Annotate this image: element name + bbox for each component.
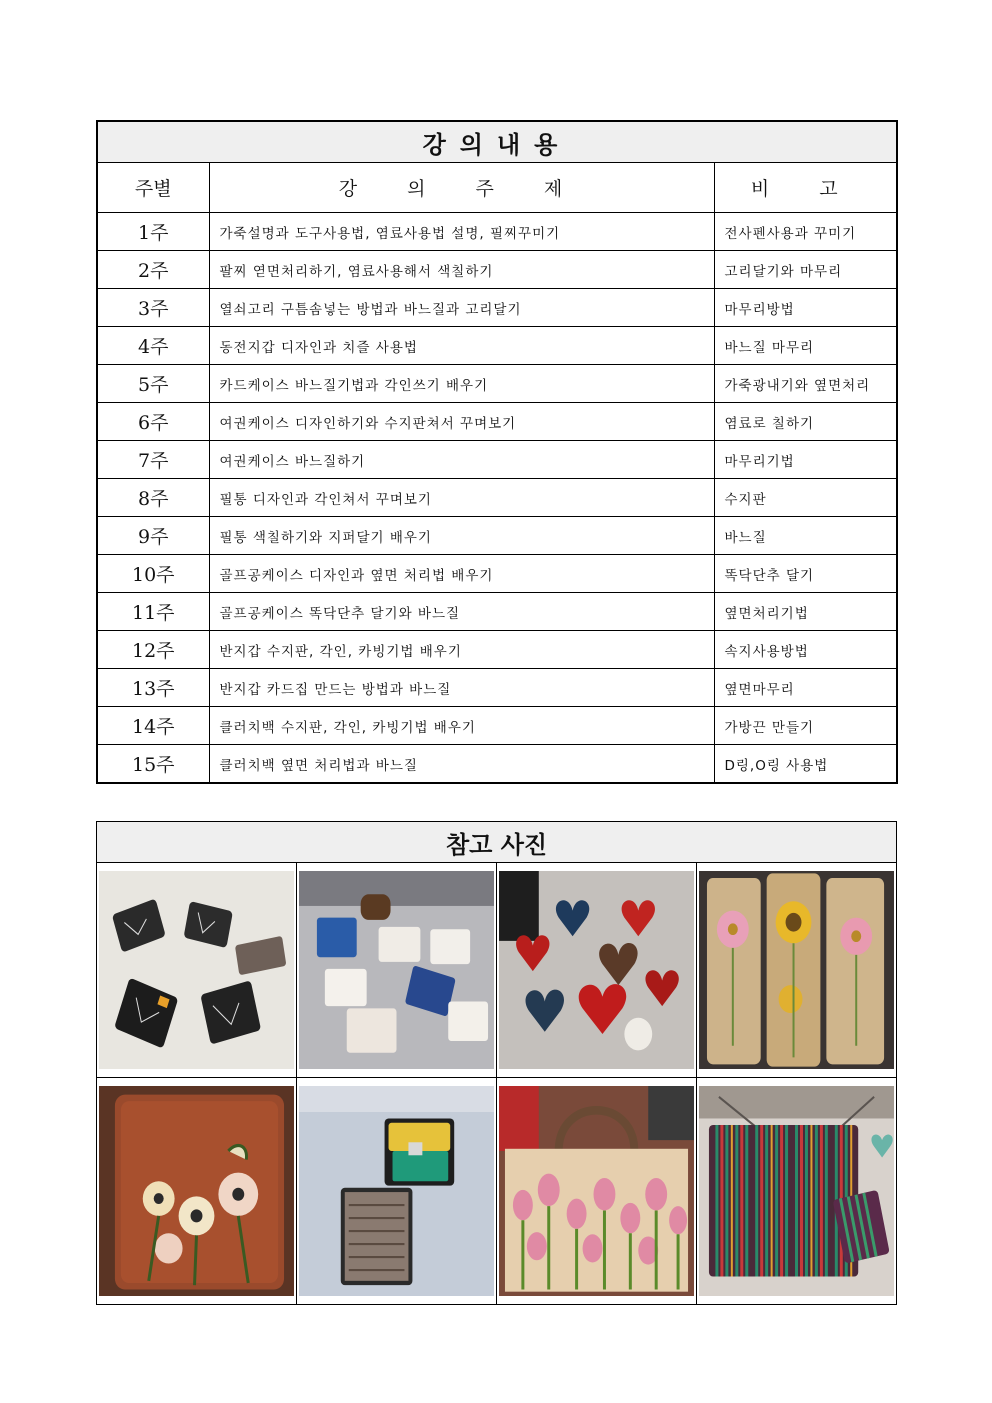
photo-table (96, 821, 897, 1305)
note-cell: 염료로 칠하기 (714, 403, 897, 441)
topic-cell: 필통 색칠하기와 지퍼달기 배우기 (209, 517, 714, 555)
topic-cell: 반지갑 수지판, 각인, 카빙기법 배우기 (209, 631, 714, 669)
topic-cell: 동전지갑 디자인과 치즐 사용법 (209, 327, 714, 365)
topic-cell: 골프공케이스 디자인과 옆면 처리법 배우기 (209, 555, 714, 593)
course-title: 강의내용 (97, 121, 897, 163)
note-cell: 수지판 (714, 479, 897, 517)
table-row (97, 707, 897, 745)
note-cell: 옆면처리기법 (714, 593, 897, 631)
topic-cell: 반지갑 카드집 만드는 방법과 바느질 (209, 669, 714, 707)
table-row (97, 327, 897, 365)
week-cell: 7주 (97, 441, 209, 479)
topic-cell: 열쇠고리 구틈솜넣는 방법과 바느질과 고리달기 (209, 289, 714, 327)
photo-cell (497, 863, 697, 1078)
tulip-bag-photo (499, 1086, 694, 1296)
table-row (97, 441, 897, 479)
topic-cell: 여권케이스 디자인하기와 수지판쳐서 꾸며보기 (209, 403, 714, 441)
table-row (97, 365, 897, 403)
topic-cell: 가죽설명과 도구사용법, 염료사용법 설명, 필찌꾸미기 (209, 213, 714, 251)
table-row (97, 403, 897, 441)
week-cell: 5주 (97, 365, 209, 403)
week-cell: 12주 (97, 631, 209, 669)
header-topic: 강 의 주 제 (209, 163, 714, 213)
topic-cell: 클러치백 옆면 처리법과 바느질 (209, 745, 714, 784)
topic-cell: 골프공케이스 똑닥단추 달기와 바느질 (209, 593, 714, 631)
note-cell: 고리달기와 마무리 (714, 251, 897, 289)
topic-cell: 팔찌 엳면처리하기, 염료사용해서 색칠하기 (209, 251, 714, 289)
leather-card-cases-photo (99, 871, 294, 1069)
table-row (97, 517, 897, 555)
header-week: 주별 (97, 163, 209, 213)
topic-cell: 필통 디자인과 각인쳐서 꾸며보기 (209, 479, 714, 517)
header-note: 비 고 (714, 163, 897, 213)
week-cell: 4주 (97, 327, 209, 365)
photo-title: 참고 사진 (97, 822, 897, 863)
note-cell: 똑닥단추 달기 (714, 555, 897, 593)
topic-cell: 여권케이스 바느질하기 (209, 441, 714, 479)
week-cell: 9주 (97, 517, 209, 555)
topic-cell: 카드케이스 바느질기법과 각인쓰기 배우기 (209, 365, 714, 403)
flower-pencil-cases-photo (699, 871, 894, 1069)
note-cell: 가방끈 만들기 (714, 707, 897, 745)
note-cell: 가죽광내기와 옆면처리 (714, 365, 897, 403)
week-cell: 11주 (97, 593, 209, 631)
note-cell: 속지사용방법 (714, 631, 897, 669)
week-cell: 2주 (97, 251, 209, 289)
poppy-wallet-photo (99, 1086, 294, 1296)
week-cell: 6주 (97, 403, 209, 441)
table-row (97, 555, 897, 593)
note-cell: D링,O링 사용법 (714, 745, 897, 784)
week-cell: 3주 (97, 289, 209, 327)
note-cell: 마무리방법 (714, 289, 897, 327)
table-row (97, 669, 897, 707)
note-cell: 옆면마무리 (714, 669, 897, 707)
week-cell: 13주 (97, 669, 209, 707)
photo-cell (297, 1078, 497, 1305)
week-cell: 8주 (97, 479, 209, 517)
note-cell: 바느질 마무리 (714, 327, 897, 365)
week-cell: 1주 (97, 213, 209, 251)
heart-keyrings-photo (499, 871, 694, 1069)
table-row (97, 479, 897, 517)
note-cell: 마무리기법 (714, 441, 897, 479)
week-cell: 10주 (97, 555, 209, 593)
week-cell: 15주 (97, 745, 209, 784)
coin-purses-photo (299, 871, 494, 1069)
photo-cell (697, 863, 897, 1078)
photo-cell (697, 1078, 897, 1305)
table-row (97, 631, 897, 669)
photo-cell (497, 1078, 697, 1305)
table-row (97, 289, 897, 327)
course-table (96, 120, 898, 784)
photo-cell (97, 863, 297, 1078)
photo-cell (97, 1078, 297, 1305)
note-cell: 전사펜사용과 꾸미기 (714, 213, 897, 251)
topic-cell: 클러치백 수지판, 각인, 카빙기법 배우기 (209, 707, 714, 745)
striped-clutch-photo (699, 1086, 894, 1296)
week-cell: 14주 (97, 707, 209, 745)
note-cell: 바느질 (714, 517, 897, 555)
table-row (97, 593, 897, 631)
table-row (97, 213, 897, 251)
table-row (97, 745, 897, 784)
photo-cell (297, 863, 497, 1078)
table-row (97, 251, 897, 289)
small-wallets-photo (299, 1086, 494, 1296)
